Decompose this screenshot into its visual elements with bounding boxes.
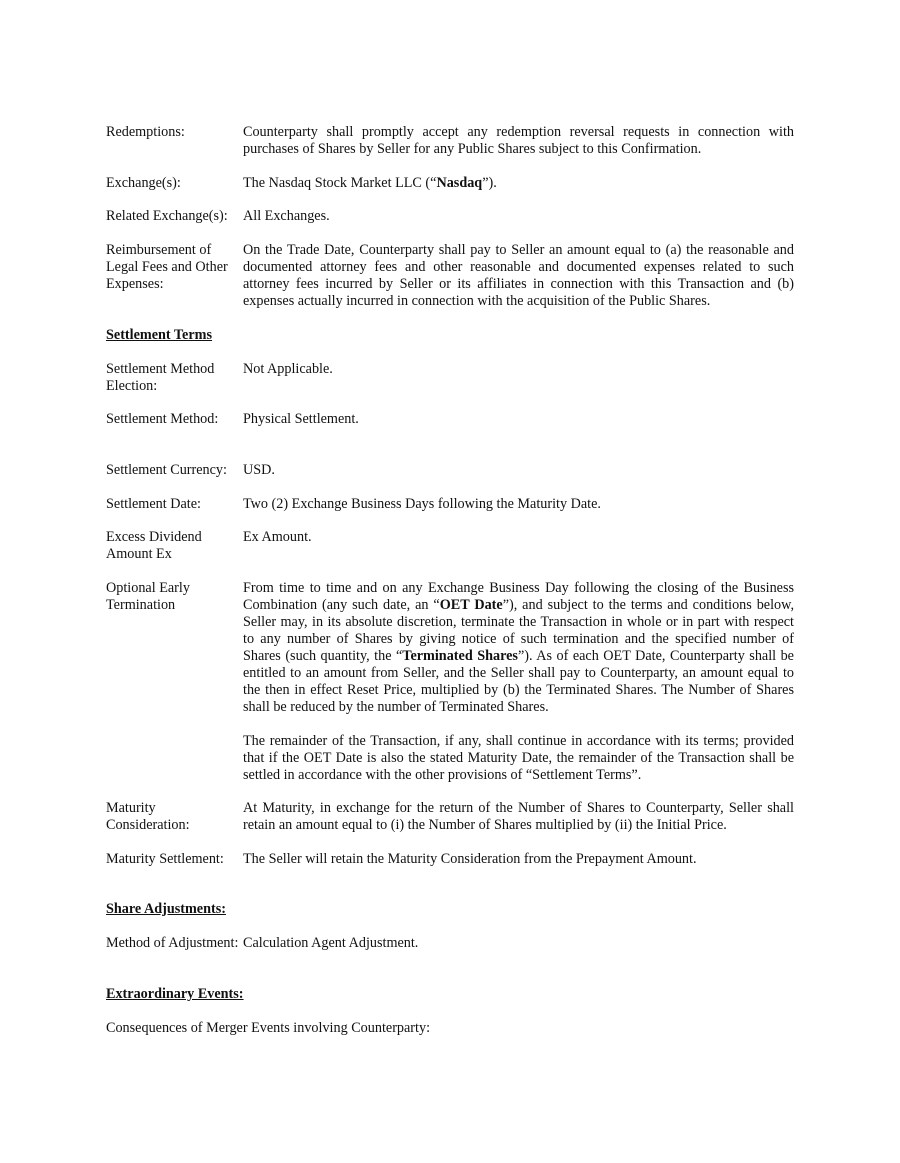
value-settlement-method: Physical Settlement.: [243, 411, 359, 427]
oet-paragraph-2: The remainder of the Transaction, if any, shall continue in accordance with its terms; provided that if the OET Date is also the stated Maturity Date, the remainder of the Transaction shall be settled in accordance with the other provisions of “Settlement Terms”.: [243, 733, 794, 783]
value-redemptions: Counterparty shall promptly accept any redemption reversal requests in connection with purchases of Shares by Seller for any Public Shares subject to this Confirmation.: [243, 124, 794, 157]
heading-extraordinary-events: Extraordinary Events:: [106, 986, 244, 1002]
heading-share-adjustments: Share Adjustments:: [106, 901, 226, 917]
value-optional-early-termination: [243, 580, 794, 784]
label-maturity-settlement: Maturity Settlement:: [106, 851, 224, 867]
label-method-of-adjustment: Method of Adjustment:: [106, 935, 239, 951]
label-settlement-method-election: Settlement Method Election:: [106, 361, 215, 394]
label-settlement-method: Settlement Method:: [106, 411, 219, 427]
label-maturity-consideration: Maturity Consideration:: [106, 800, 190, 833]
heading-settlement-terms: Settlement Terms: [106, 327, 212, 343]
value-reimbursement: On the Trade Date, Counterparty shall pay to Seller an amount equal to (a) the reasonable and documented attorney fees and other reasonable and documented expenses related to such attorney fees incurred by Seller or its affiliates in connection with this Transaction and (b) expenses actually incurred in connection with the acquisition of the Public Shares.: [243, 242, 794, 309]
value-maturity-consideration: At Maturity, in exchange for the return of the Number of Shares to Counterparty, Seller shall retain an amount equal to (i) the Number of Shares multiplied by (ii) the Initial Price.: [243, 800, 794, 833]
value-exchange: The Nasdaq Stock Market LLC (“Nasdaq”).: [243, 175, 497, 191]
label-related-exchange: Related Exchange(s):: [106, 208, 228, 224]
value-excess-dividend: Ex Amount.: [243, 529, 312, 545]
label-optional-early-termination: Optional Early Termination: [106, 580, 190, 613]
value-settlement-method-election: Not Applicable.: [243, 361, 333, 377]
label-settlement-currency: Settlement Currency:: [106, 462, 227, 478]
value-maturity-settlement: The Seller will retain the Maturity Consideration from the Prepayment Amount.: [243, 851, 697, 867]
value-method-of-adjustment: Calculation Agent Adjustment.: [243, 935, 419, 951]
label-reimbursement: Reimbursement of Legal Fees and Other Expenses:: [106, 242, 228, 292]
value-settlement-date: Two (2) Exchange Business Days following the Maturity Date.: [243, 496, 601, 512]
value-settlement-currency: USD.: [243, 462, 275, 478]
value-related-exchange: All Exchanges.: [243, 208, 330, 224]
label-settlement-date: Settlement Date:: [106, 496, 201, 512]
oet-paragraph-1: From time to time and on any Exchange Business Day following the closing of the Business Combination (any such date, an “OET Date”), and subject to the terms and conditions below, Seller may, in its absolute discretion, terminate the Transaction in whole or in part with respect to any number of Shares by giving notice of such termination and the specified number of Shares (such quantity, the “Terminated Shares”). As of each OET Date, Counterparty shall be entitled to an amount from Seller, and the Seller shall pay to Counterparty, an amount equal to the then in effect Reset Price, multiplied by (b) the Terminated Shares. The Number of Shares shall be reduced by the number of Terminated Shares.: [243, 580, 794, 715]
label-excess-dividend: Excess Dividend Amount Ex: [106, 529, 202, 562]
label-exchange: Exchange(s):: [106, 175, 181, 191]
label-redemptions: Redemptions:: [106, 124, 185, 140]
merger-events-text: Consequences of Merger Events involving Counterparty:: [106, 1020, 431, 1036]
